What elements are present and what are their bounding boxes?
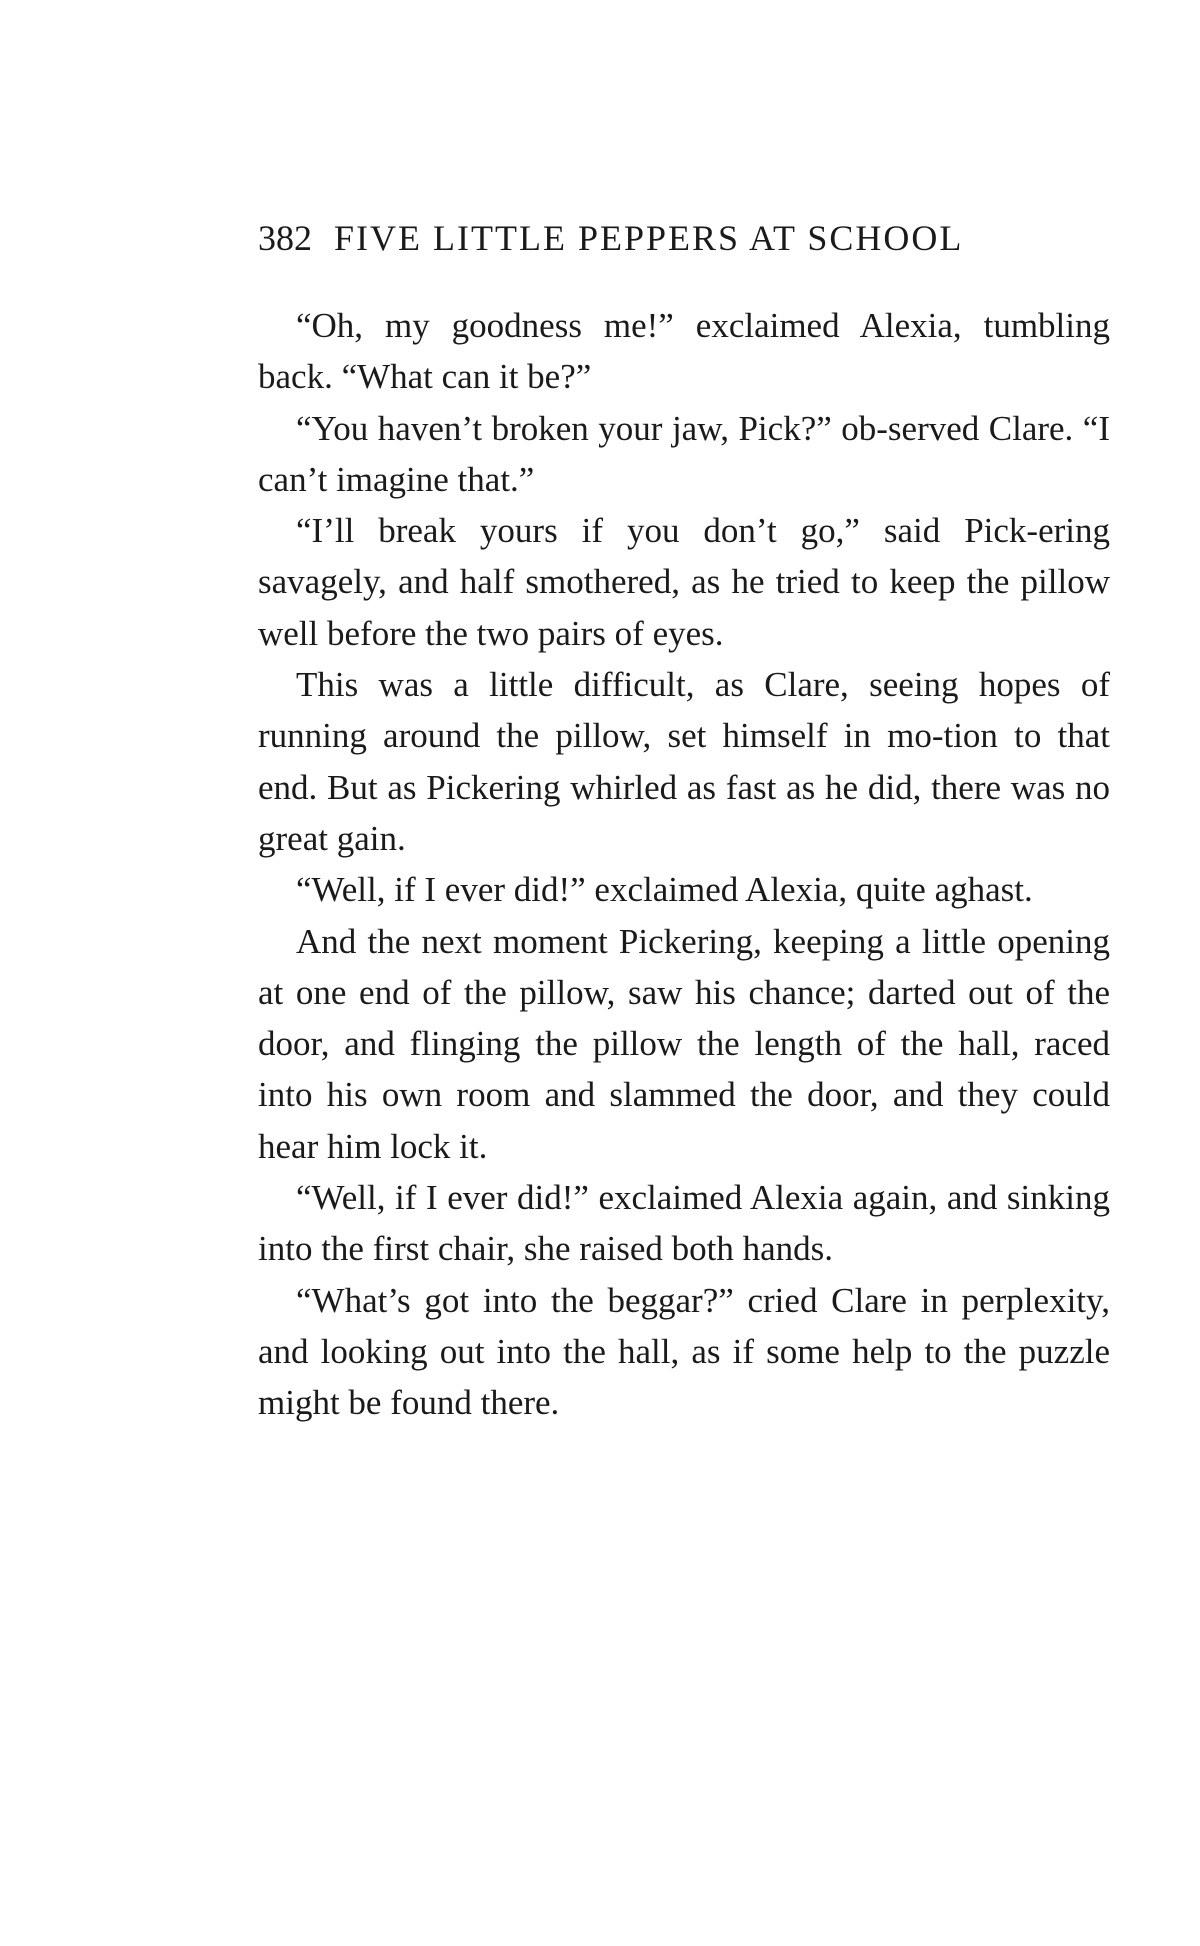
paragraph: “What’s got into the beggar?” cried Clare in perplexity, and looking out into the hall, as if some help to the puzzle might be found there. [258, 1280, 1110, 1423]
paragraph: And the next moment Pickering, keeping a little opening at one end of the pillow, saw his chance; darted out of the door, and flinging the pillow the length of the hall, raced into his own room and slammed the door, and they could hear him lock it. [258, 921, 1110, 1166]
paragraph: “Well, if I ever did!” exclaimed Alexia, quite aghast. [296, 870, 1033, 910]
paragraph: “Oh, my goodness me!” exclaimed Alexia, tumbling back. “What can it be?” [258, 306, 1110, 397]
page-number: 382 [258, 218, 312, 258]
body-text [258, 300, 1110, 1429]
paragraph: “Well, if I ever did!” exclaimed Alexia again, and sinking into the first chair, she raised both hands. [258, 1178, 1110, 1269]
paragraph: “I’ll break yours if you don’t go,” said Pick-ering savagely, and half smothered, as he tried to keep the pillow well before the two pairs of eyes. [258, 511, 1110, 653]
paragraph: This was a little difficult, as Clare, seeing hopes of running around the pillow, set himself in mo-tion to that end. But as Pickering whirled as fast as he did, there was no great gain. [258, 665, 1110, 858]
running-title: FIVE LITTLE PEPPERS AT SCHOOL [334, 218, 964, 258]
paragraph: “You haven’t broken your jaw, Pick?” ob-served Clare. “I can’t imagine that.” [258, 408, 1110, 499]
running-head [258, 210, 1110, 266]
